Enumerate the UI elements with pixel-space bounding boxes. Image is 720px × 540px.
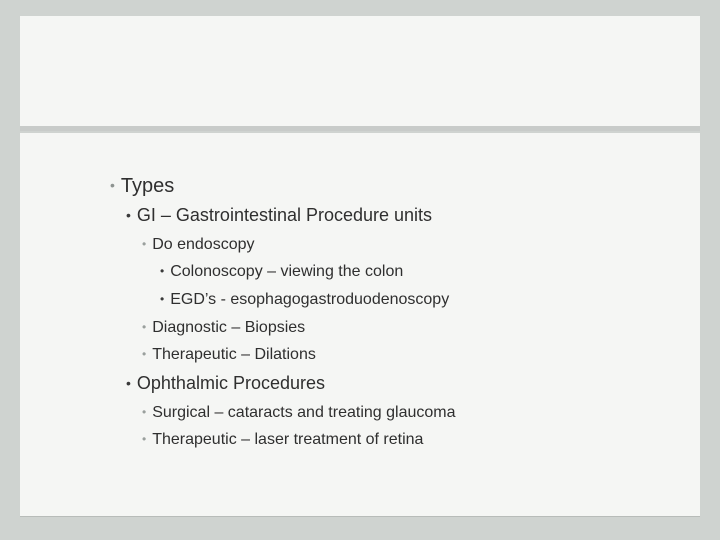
bullet-icon: • xyxy=(142,237,147,251)
list-item-text: GI – Gastrointestinal Procedure units xyxy=(136,205,433,225)
list-item xyxy=(126,374,325,392)
list-item-text: EGD’s - esophagogastroduodenoscopy xyxy=(170,291,450,308)
bullet-icon: • xyxy=(110,177,115,193)
bullet-icon: • xyxy=(160,264,165,278)
title-panel xyxy=(20,16,700,126)
list-item xyxy=(142,237,255,253)
bullet-icon: • xyxy=(126,207,131,223)
list-item xyxy=(110,176,174,196)
list-item-text: Therapeutic – Dilations xyxy=(152,346,316,363)
list-item-text: Colonoscopy – viewing the colon xyxy=(170,263,404,280)
list-item xyxy=(142,320,305,336)
title-divider xyxy=(20,126,700,131)
bullet-icon: • xyxy=(142,347,147,361)
bullet-icon: • xyxy=(142,432,147,446)
list-item xyxy=(142,432,423,448)
bottom-rule xyxy=(20,516,700,517)
bullet-icon: • xyxy=(160,292,165,306)
list-item xyxy=(160,264,403,280)
bullet-icon: • xyxy=(142,405,147,419)
list-item-text: Surgical – cataracts and treating glaucoma xyxy=(152,404,456,421)
list-item xyxy=(142,347,316,363)
list-item-text: Therapeutic – laser treatment of retina xyxy=(152,431,424,448)
list-item-text: Do endoscopy xyxy=(152,236,255,253)
list-item-text: Ophthalmic Procedures xyxy=(136,373,325,393)
list-item xyxy=(142,405,455,421)
list-item xyxy=(126,206,432,224)
list-item xyxy=(160,292,449,308)
bullet-icon: • xyxy=(126,375,131,391)
list-item-text: Diagnostic – Biopsies xyxy=(152,319,306,336)
bullet-icon: • xyxy=(142,320,147,334)
list-item-text: Types xyxy=(120,175,175,197)
